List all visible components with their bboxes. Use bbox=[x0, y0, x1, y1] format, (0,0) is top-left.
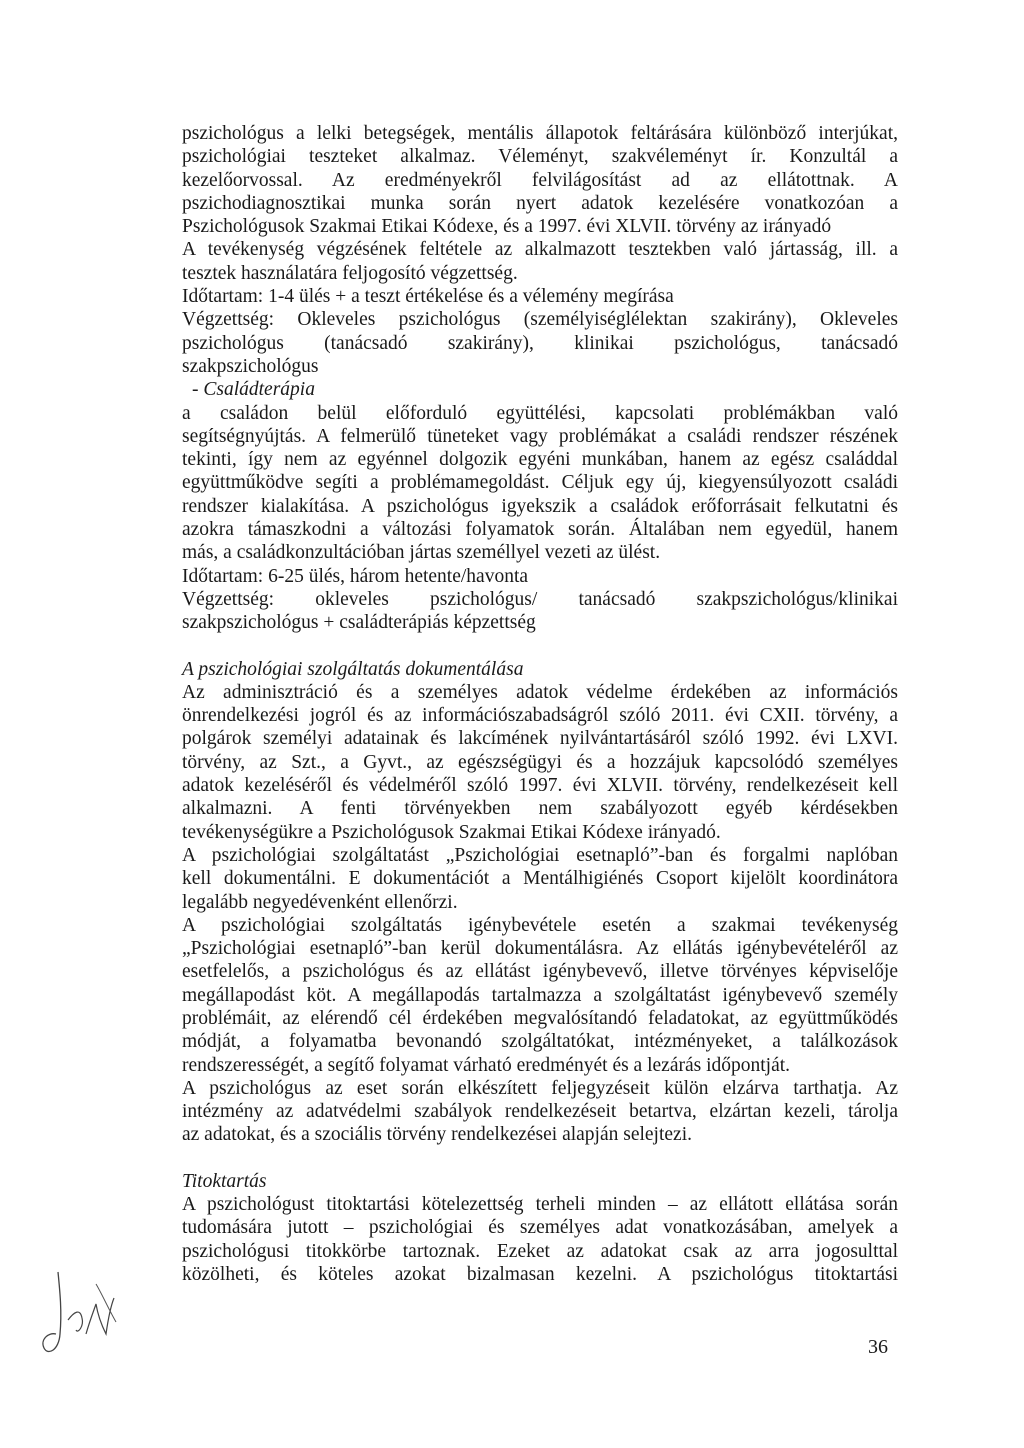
text-line: A tevékenység végzésének feltétele az alkalmazott tesztekben való jártasság, ill. a bbox=[182, 239, 898, 261]
text-line: A pszichológust titoktartási kötelezettség terheli minden – az ellátott ellátása során bbox=[182, 1194, 898, 1216]
text-line: a családon belül előforduló együttélési, kapcsolati problémákban való bbox=[182, 402, 898, 424]
text-line: „Pszichológiai esetnapló”-ban kerül dokumentálásra. Az ellátás igénybevételéről az bbox=[182, 938, 898, 960]
text-line: szakpszichológus bbox=[182, 355, 319, 377]
text-line: adatok kezeléséről és védelméről szóló 1997. évi XLVII. törvény, rendelkezéseit kell bbox=[182, 775, 898, 797]
text-line: A pszichológiai szolgáltatás igénybevétele esetén a szakmai tevékenység bbox=[182, 914, 898, 936]
text-line: más, a családkonzultációban jártas személlyel vezeti az ülést. bbox=[182, 542, 661, 564]
paragraph-block-2 bbox=[182, 402, 898, 635]
text-line: A pszichológiai szolgáltatást „Pszichológiai esetnapló”-ban és forgalmi naplóban bbox=[182, 844, 898, 866]
text-line: tekinti, így nem az egyénnel dolgozik egyéni munkában, hanem az egész családdal bbox=[182, 449, 898, 471]
text-line: pszichológiai teszteket alkalmaz. Véleményt, szakvéleményt ír. Konzultál a bbox=[182, 146, 898, 168]
text-line: az adatokat, és a szociális törvény rendelkezései alapján selejtezi. bbox=[182, 1124, 692, 1146]
text-line: tudomására jutott – pszichológiai és személyes adat vonatkozásában, amelyek a bbox=[182, 1217, 898, 1239]
text-line: A pszichológus az eset során elkészített feljegyzéseit külön elzárva tarthatja. Az bbox=[182, 1077, 898, 1099]
section-heading-confidentiality: Titoktartás bbox=[182, 1170, 267, 1192]
text-line: pszichológus a lelki betegségek, mentális állapotok feltárására különböző interjúkat, bbox=[182, 123, 898, 144]
text-line: pszichodiagnosztikai munka során nyert adatok kezelésére vonatkozóan a bbox=[182, 192, 898, 214]
text-line: Végzettség: Okleveles pszichológus (személyiséglélektan szakirány), Okleveles bbox=[182, 309, 898, 331]
text-line: pszichológusi titokkörbe tartoznak. Ezeket az adatokat csak az arra jogosulttal bbox=[182, 1240, 898, 1262]
text-line: megállapodást köt. A megállapodás tartalmazza a szolgáltatást igénybevevő személy bbox=[182, 984, 898, 1006]
page-number: 36 bbox=[868, 1336, 888, 1358]
text-line: kell dokumentálni. E dokumentációt a Mentálhigiénés Csoport kijelölt koordinátora bbox=[182, 868, 898, 890]
text-line: tesztek használatára feljogosító végzettség. bbox=[182, 262, 518, 284]
text-line: önrendelkezési jogról és az információszabadságról szóló 2011. évi CXII. törvény, a bbox=[182, 705, 898, 727]
text-line: rendszer kialakítása. A pszichológus igyekszik a családok erőforrásait felkutatni és bbox=[182, 495, 898, 517]
text-line: pszichológus (tanácsadó szakirány), klinikai pszichológus, tanácsadó bbox=[182, 332, 898, 354]
text-line: módját, a folyamatba bevonandó szolgáltatókat, intézményeket, a találkozások bbox=[182, 1031, 898, 1053]
text-line: együttműködve segíti a problémamegoldást. Céljuk egy új, kiegyensúlyozott családi bbox=[182, 472, 898, 494]
text-line: problémáit, az elérendő cél érdekében megvalósítandó feladatokat, az együttműködés bbox=[182, 1007, 898, 1029]
text-line: alkalmazni. A fenti törvényekben nem szabályozott egyéb kérdésekben bbox=[182, 798, 898, 820]
text-line: Végzettség: okleveles pszichológus/ tanácsadó szakpszichológus/klinikai bbox=[182, 588, 898, 610]
handwritten-initials bbox=[36, 1264, 128, 1364]
body-text bbox=[182, 122, 898, 1286]
text-line: Időtartam: 1-4 ülés + a teszt értékelése és a vélemény megírása bbox=[182, 286, 674, 308]
text-line: azokra támaszkodni a változási folyamatok során. Általában nem egyedül, hanem bbox=[182, 519, 898, 541]
paragraph-block-1 bbox=[182, 122, 898, 378]
text-line: polgárok személyi adatainak és lakcímének nyilvántartásáról szóló 1992. évi LXVI. bbox=[182, 728, 898, 750]
paragraph-block-4 bbox=[182, 1193, 898, 1286]
text-line: Pszichológusok Szakmai Etikai Kódexe, és a 1997. évi XLVII. törvény az irányadó bbox=[182, 216, 832, 238]
text-line: segítségnyújtás. A felmerülő tüneteket vagy problémákat a családi rendszer részének bbox=[182, 425, 898, 447]
section-subheading: - Családterápia bbox=[192, 379, 315, 401]
paragraph-block-3 bbox=[182, 681, 898, 1147]
section-heading-documentation: A pszichológiai szolgáltatás dokumentálása bbox=[182, 658, 524, 680]
text-line: intézmény az adatvédelmi szabályok rendelkezéseit betartva, elzártan kezeli, tárolja bbox=[182, 1101, 898, 1123]
text-line: tevékenységükre a Pszichológusok Szakmai Etikai Kódexe irányadó. bbox=[182, 821, 721, 843]
text-line: rendszerességét, a segítő folyamat várható eredményét és a lezárás időpontját. bbox=[182, 1054, 791, 1076]
text-line: Időtartam: 6-25 ülés, három hetente/havonta bbox=[182, 565, 529, 587]
text-line: közölheti, és köteles azokat bizalmasan kezelni. A pszichológus titoktartási bbox=[182, 1263, 898, 1285]
text-line: esetfelelős, a pszichológus és az ellátást igénybevevő, illetve törvényes képviselője bbox=[182, 961, 898, 983]
text-line: Az adminisztráció és a személyes adatok védelme érdekében az információs bbox=[182, 681, 898, 703]
text-line: kezelőorvossal. Az eredményekről felvilágosítást ad az ellátottnak. A bbox=[182, 169, 898, 191]
text-line: törvény, az Szt., a Gyvt., az egészségügyi és a hozzájuk kapcsolódó személyes bbox=[182, 751, 898, 773]
text-line: szakpszichológus + családterápiás képzettség bbox=[182, 612, 536, 634]
text-line: legalább negyedévenként ellenőrzi. bbox=[182, 891, 458, 913]
